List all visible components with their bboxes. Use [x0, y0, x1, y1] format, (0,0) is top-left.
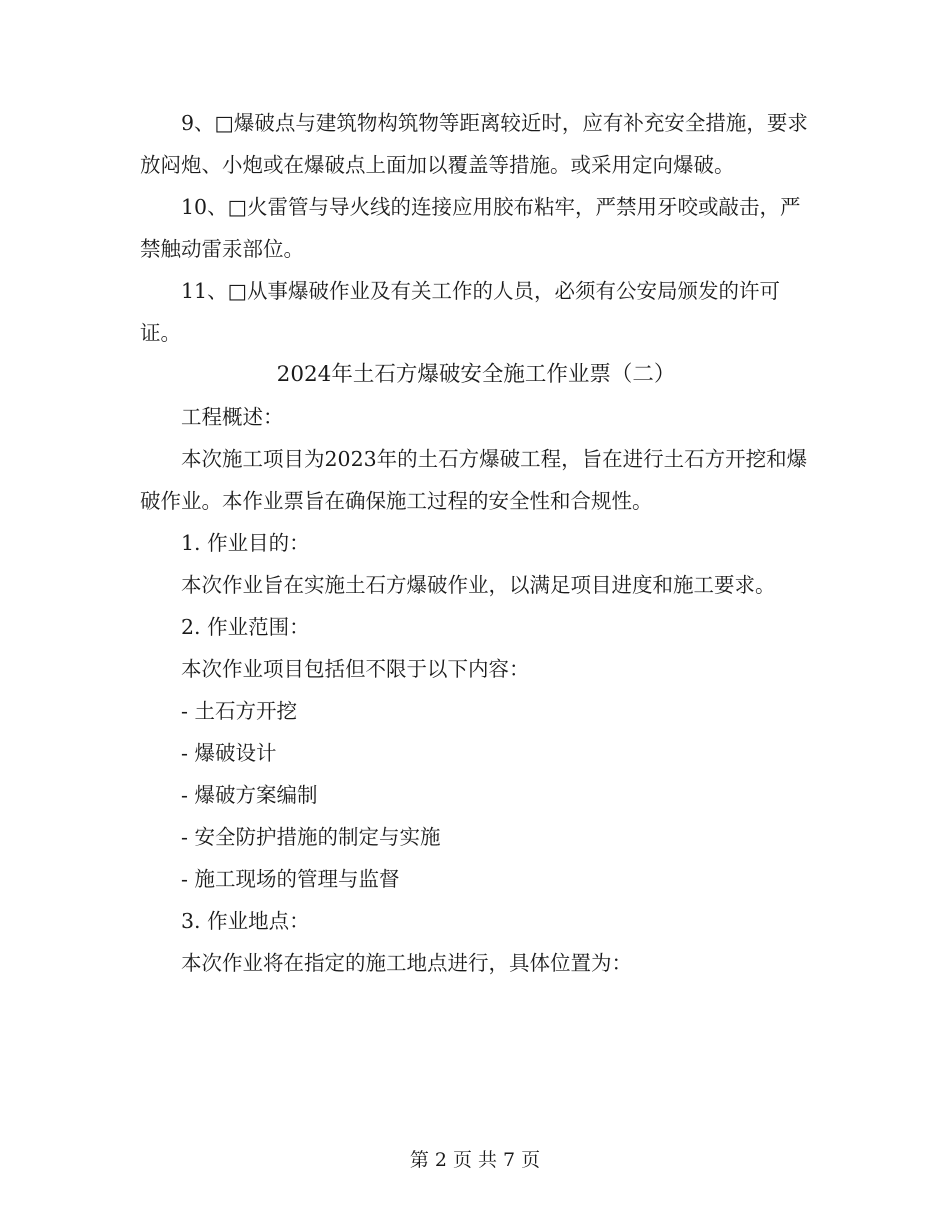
paragraph-item-10: 10、□火雷管与导火线的连接应用胶布粘牢，严禁用牙咬或敲击，严禁触动雷汞部位。 — [140, 195, 801, 261]
scope-list-item: - 施工现场的管理与监督 — [181, 867, 400, 891]
scope-heading: 2. 作业范围： — [181, 615, 310, 639]
document-body — [140, 102, 812, 984]
location-paragraph: 本次作业将在指定的施工地点进行，具体位置为： — [181, 951, 632, 975]
location-heading: 3. 作业地点： — [181, 909, 310, 933]
page-number-footer: 第 2 页 共 7 页 — [409, 1149, 541, 1171]
paragraph-item-9: 9、□爆破点与建筑物构筑物等距离较近时，应有补充安全措施，要求放闷炮、小炮或在爆破点上面加以覆盖等措施。或采用定向爆破。 — [140, 111, 808, 177]
overview-label: 工程概述： — [181, 405, 284, 429]
purpose-paragraph: 本次作业旨在实施土石方爆破作业，以满足项目进度和施工要求。 — [181, 573, 776, 597]
scope-list-item: - 安全防护措施的制定与实施 — [181, 825, 441, 849]
purpose-heading: 1. 作业目的： — [181, 531, 310, 555]
scope-list-item: - 爆破方案编制 — [181, 783, 318, 807]
scope-intro: 本次作业项目包括但不限于以下内容： — [181, 657, 530, 681]
section-title: 2024年土石方爆破安全施工作业票（二） — [276, 362, 676, 387]
scope-list-item: - 爆破设计 — [181, 741, 277, 765]
overview-paragraph: 本次施工项目为2023年的土石方爆破工程，旨在进行土石方开挖和爆破作业。本作业票旨在确保施工过程的安全性和合规性。 — [140, 447, 808, 513]
scope-list-item: - 土石方开挖 — [181, 699, 297, 723]
paragraph-item-11: 11、□从事爆破作业及有关工作的人员，必须有公安局颁发的许可证。 — [140, 279, 780, 345]
